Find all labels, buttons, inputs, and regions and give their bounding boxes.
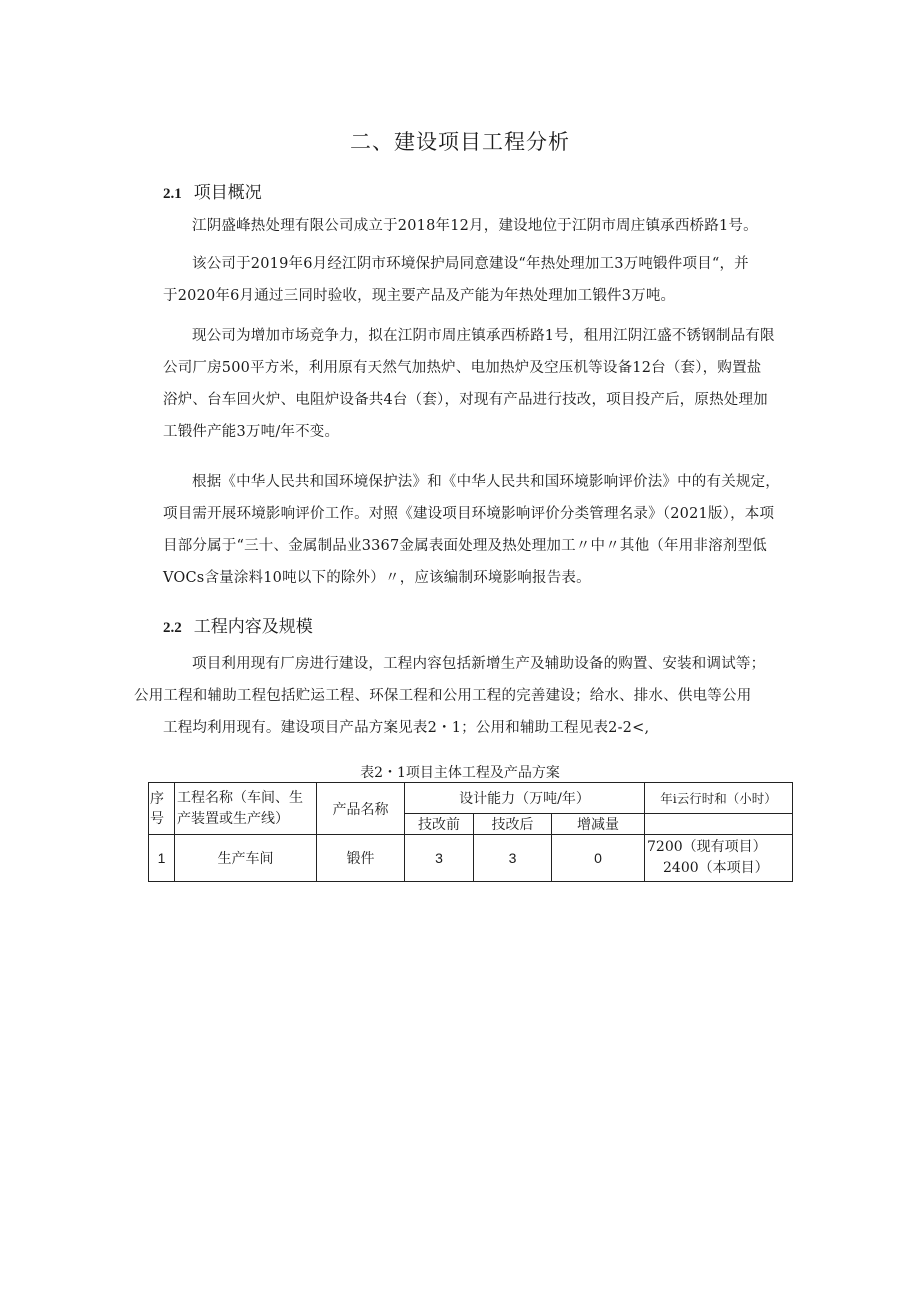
text-line: 公司厂房500平方米，利用原有天然气加热炉、电加热炉及空压机等设备12台（套），购置盐 xyxy=(163,360,762,376)
paragraph-current-plan xyxy=(163,320,823,448)
text-line: 公用工程和辅助工程包括贮运工程、环保工程和公用工程的完善建设；给水、排水、供电等公用 xyxy=(134,688,752,704)
section-heading-overview xyxy=(163,178,262,203)
table-header-row xyxy=(149,783,793,814)
header-seq xyxy=(149,783,175,835)
document-title: 二、建设项目工程分析 xyxy=(350,130,570,154)
table-caption: 表2・1项目主体工程及产品方案 xyxy=(360,765,560,781)
paragraph-regulation xyxy=(163,466,823,594)
hours-existing: 7200（现有项目） xyxy=(647,839,767,855)
section-heading-scope xyxy=(163,612,313,637)
section-title: 工程内容及规模 xyxy=(193,617,313,637)
section-title: 项目概况 xyxy=(193,183,262,203)
text-line: 目部分属于“三十、金属制品业3367金属表面处理及热处理加工〃中〃其他（年用非溶剂型低 xyxy=(163,538,767,554)
text-line: VOCs含量涂料10吨以下的除外）〃，应该编制环境影响报告表。 xyxy=(163,570,591,586)
header-capacity: 设计能力（万吨/年） xyxy=(405,783,645,814)
text-line: 于2020年6月通过三同时验收，现主要产品及产能为年热处理加工锻件3万吨。 xyxy=(163,288,676,304)
header-product-name: 产品名称 xyxy=(317,783,405,835)
header-change: 增减量 xyxy=(552,814,645,835)
section-number: 2.2 xyxy=(163,620,182,636)
section-number: 2.1 xyxy=(163,186,182,202)
cell-project-name: 生产车间 xyxy=(175,835,317,882)
cell-change: 0 xyxy=(552,835,645,882)
header-seq-line: 号 xyxy=(150,810,164,827)
text-line: 现公司为增加市场竞争力，拟在江阴市周庄镇承西桥路1号，租用江阴江盛不锈钢制品有限 xyxy=(192,328,775,344)
text-line: 项目需开展环境影响评价工作。对照《建设项目环境影响评价分类管理名录》（2021版），本项 xyxy=(163,506,775,522)
cell-before: 3 xyxy=(405,835,474,882)
header-project-line: 工程名称（车间、生 xyxy=(177,789,303,806)
header-after: 技改后 xyxy=(474,814,552,835)
cell-seq: 1 xyxy=(149,835,175,882)
header-seq-line: 序 xyxy=(150,790,164,807)
text-line: 工程均利用现有。建设项目产品方案见表2・1；公用和辅助工程见表2-2<, xyxy=(163,720,650,736)
paragraph-history xyxy=(163,248,823,312)
header-project-name xyxy=(175,783,317,835)
cell-product-name: 锻件 xyxy=(317,835,405,882)
text-line: 工锻件产能3万吨/年不变。 xyxy=(163,424,340,440)
text-line: 该公司于2019年6月经江阴市环境保护局同意建设“年热处理加工3万吨锻件项目“，并 xyxy=(192,256,749,272)
header-before: 技改前 xyxy=(405,814,474,835)
header-hours: 年i云行时和（小时） xyxy=(645,783,793,814)
text-line: 根据《中华人民共和国环境保护法》和《中华人民共和国环境影响评价法》中的有关规定， xyxy=(192,474,780,490)
text-line: 项目利用现有厂房进行建设，工程内容包括新增生产及辅助设备的购置、安装和调试等； xyxy=(192,656,766,672)
product-plan-table xyxy=(148,782,793,882)
table-row xyxy=(149,835,793,882)
text-line: 江阴盛峰热处理有限公司成立于2018年12月，建设地位于江阴市周庄镇承西桥路1号。 xyxy=(192,218,758,234)
paragraph-scope xyxy=(134,648,823,744)
paragraph-company-intro xyxy=(163,210,823,242)
cell-after: 3 xyxy=(474,835,552,882)
text-line: 浴炉、台车回火炉、电阻炉设备共4台（套），对现有产品进行技改，项目投产后，原热处理加 xyxy=(163,392,768,408)
header-project-line: 产装置或生产线） xyxy=(177,810,289,827)
cell-hours xyxy=(645,835,793,882)
header-hours-blank xyxy=(645,814,793,835)
hours-project: 2400（本项目） xyxy=(663,860,769,876)
